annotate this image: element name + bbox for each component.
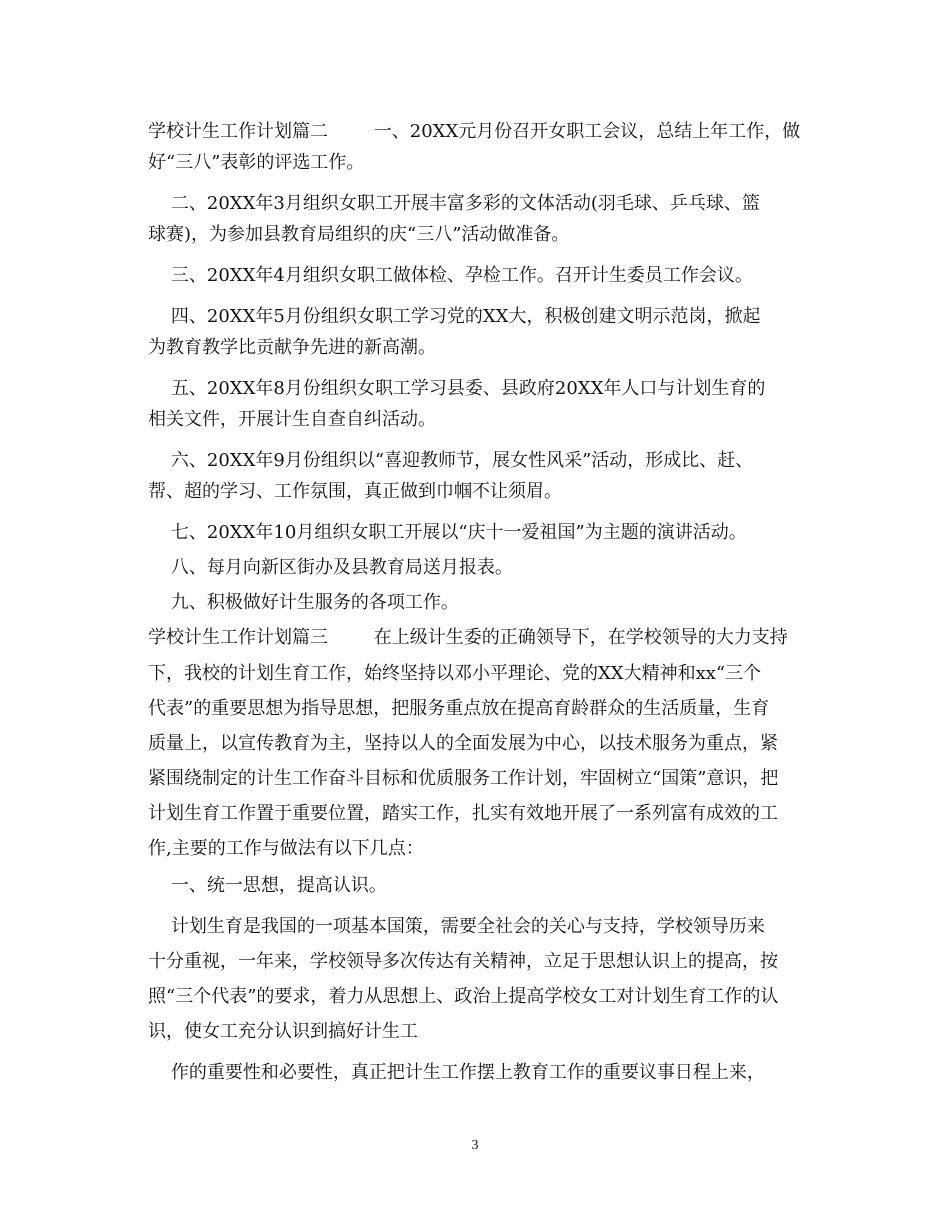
text-line: 十分重视，一年来，学校领导多次传达有关精神，立足于思想认识上的提高，按 <box>148 951 778 972</box>
text-line: 下，我校的计划生育工作，始终坚持以邓小平理论、党的XX大精神和xx“三个 <box>148 663 762 684</box>
text-line: 二、20XX年3月组织女职工开展丰富多彩的文体活动(羽毛球、乒乓球、篮 <box>148 193 760 214</box>
text-line: 学校计生工作计划篇二 一、20XX元月份召开女职工会议，总结上年工作，做 <box>148 121 801 142</box>
text-line: 一、统一思想，提高认识。 <box>148 875 387 896</box>
text-line: 照“三个代表”的要求，着力从思想上、政治上提高学校女工对计划生育工作的认 <box>148 986 779 1007</box>
text-line: 计划生育是我国的一项基本国策，需要全社会的关心与支持，学校领导历来 <box>148 916 765 937</box>
text-line: 紧围绕制定的计生工作奋斗目标和优质服务工作计划，牢固树立“国策”意识，把 <box>148 768 779 789</box>
text-line: 计划生育工作置于重要位置，踏实工作，扎实有效地开展了一系列富有成效的工 <box>148 803 778 824</box>
text-line: 好“三八”表彰的评选工作。 <box>148 152 365 173</box>
text-line: 三、20XX年4月组织女职工做体检、孕检工作。召开计生委员工作会议。 <box>148 265 753 286</box>
text-line: 九、积极做好计生服务的各项工作。 <box>148 592 459 613</box>
text-line: 学校计生工作计划篇三 在上级计生委的正确领导下，在学校领导的大力支持 <box>148 627 788 648</box>
text-line: 六、20XX年9月份组织以“喜迎教师节，展女性风采”活动，形成比、赶、 <box>148 450 754 471</box>
text-line: 五、20XX年8月份组织女职工学习县委、县政府20XX年人口与计划生育的 <box>148 378 766 399</box>
text-line: 七、20XX年10月组织女职工开展以“庆十一爱祖国”为主题的演讲活动。 <box>148 522 747 543</box>
text-line: 质量上，以宣传教育为主，坚持以人的全面发展为中心，以技术服务为重点，紧 <box>148 733 778 754</box>
text-line: 帮、超的学习、工作氛围，真正做到巾帼不让须眉。 <box>148 481 562 502</box>
text-line: 识，使女工充分认识到搞好计生工 <box>148 1021 418 1042</box>
text-line: 代表”的重要思想为指导思想，把服务重点放在提高育龄群众的生活质量，生育 <box>148 698 770 719</box>
text-line: 四、20XX年5月份组织女职工学习党的XX大，积极创建文明示范岗，掀起 <box>148 306 761 327</box>
text-line: 球赛)，为参加县教育局组织的庆“三八”活动做准备。 <box>148 224 570 245</box>
text-line: 作,主要的工作与做法有以下几点： <box>148 838 424 859</box>
text-line: 八、每月向新区街办及县教育局送月报表。 <box>148 557 513 578</box>
page-number: 3 <box>471 1138 479 1153</box>
text-line: 相关文件，开展计生自查自纠活动。 <box>148 409 436 430</box>
text-line: 为教育教学比贡献争先进的新高潮。 <box>148 337 436 358</box>
text-line: 作的重要性和必要性，真正把计生工作摆上教育工作的重要议事日程上来， <box>148 1062 765 1083</box>
